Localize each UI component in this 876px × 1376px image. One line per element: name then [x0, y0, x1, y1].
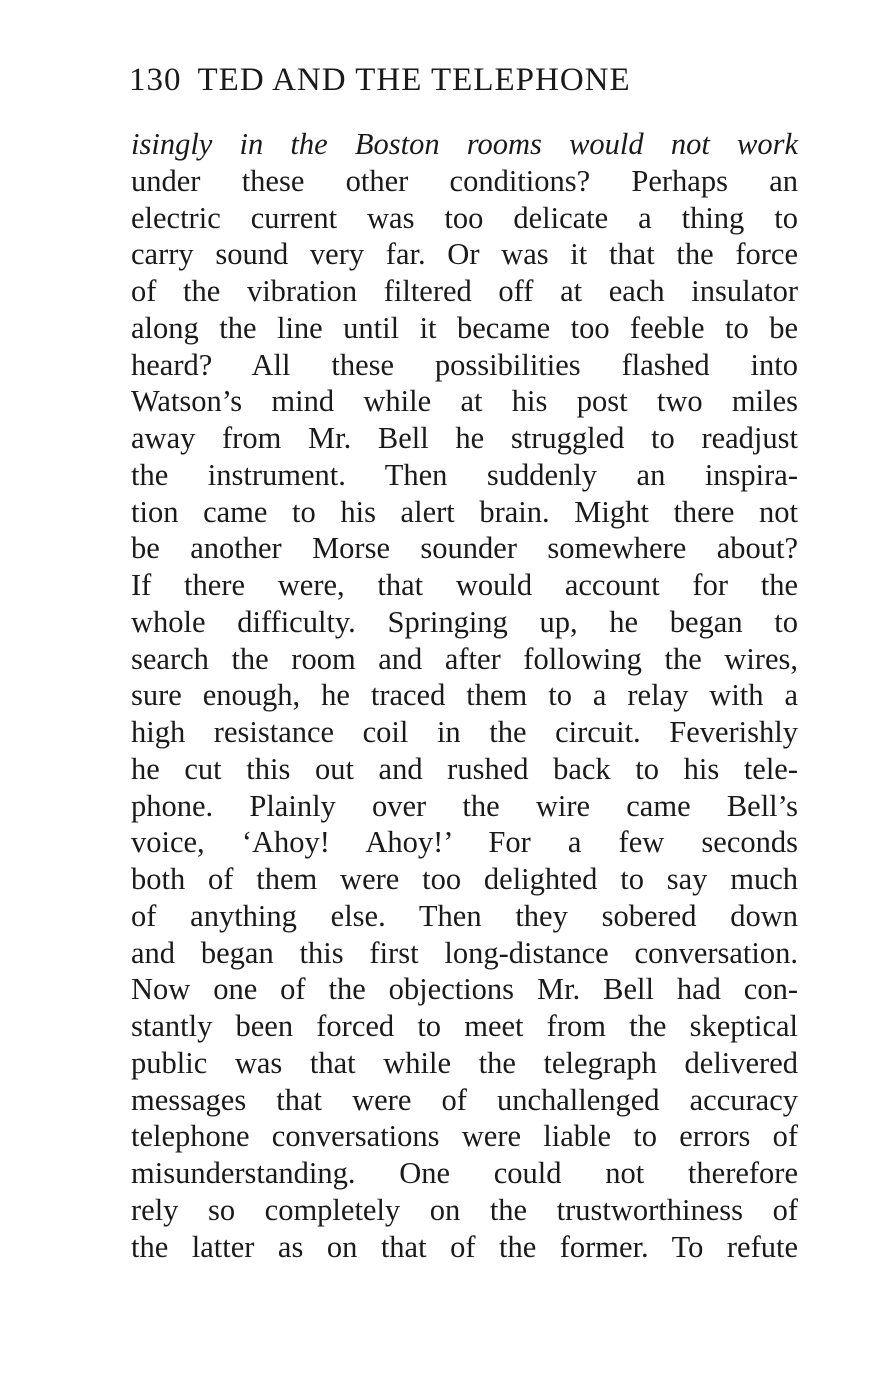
text-line: tion came to his alert brain. Might there not — [131, 494, 798, 529]
text-line: public was that while the telegraph delivered — [131, 1045, 798, 1080]
text-line: sure enough, he traced them to a relay with a — [131, 678, 798, 713]
text-line: electric current was too delicate a thing to — [131, 200, 798, 235]
text-line: and began this first long-distance conversation. — [131, 935, 798, 970]
text-line: both of them were too delighted to say much — [131, 862, 798, 896]
running-title: TED AND THE TELEPHONE — [197, 62, 631, 98]
text-line: along the line until it became too feeble to be — [131, 310, 798, 345]
text-line: phone. Plainly over the wire came Bell’s — [131, 788, 798, 823]
text-line: be another Morse sounder somewhere about? — [131, 531, 798, 566]
text-line: high resistance coil in the circuit. Feverishly — [131, 715, 798, 749]
text-line: If there were, that would account for the — [131, 568, 798, 602]
text-line: Watson’s mind while at his post two miles — [131, 384, 798, 419]
text-line: misunderstanding. One could not therefore — [131, 1156, 798, 1190]
text-line: stantly been forced to meet from the skeptical — [131, 1009, 798, 1043]
text-line: the latter as on that of the former. To refute — [131, 1229, 798, 1264]
text-line: the instrument. Then suddenly an inspira- — [131, 457, 798, 492]
text-line: heard? All these possibilities flashed into — [131, 347, 798, 382]
text-line: whole difficulty. Springing up, he began to — [131, 604, 798, 639]
text-line: isingly in the Boston rooms would not work — [131, 127, 798, 161]
text-line: carry sound very far. Or was it that the force — [131, 237, 798, 272]
text-line: telephone conversations were liable to errors of — [131, 1119, 798, 1154]
text-line: away from Mr. Bell he struggled to readjust — [131, 421, 798, 455]
text-line: rely so completely on the trustworthiness of — [131, 1192, 798, 1227]
text-line: search the room and after following the wires, — [131, 641, 798, 676]
text-line: messages that were of unchallenged accuracy — [131, 1082, 798, 1117]
text-line: Now one of the objections Mr. Bell had con- — [131, 972, 798, 1007]
text-line: under these other conditions? Perhaps an — [131, 163, 798, 198]
body-text — [131, 126, 798, 1265]
running-header — [129, 62, 799, 106]
text-line: of anything else. Then they sobered down — [131, 898, 798, 933]
text-line: he cut this out and rushed back to his tele- — [131, 751, 798, 786]
text-line: of the vibration filtered off at each insulator — [131, 274, 798, 308]
page-number: 130 — [129, 62, 182, 98]
text-line: voice, ‘Ahoy! Ahoy!’ For a few seconds — [131, 825, 798, 860]
